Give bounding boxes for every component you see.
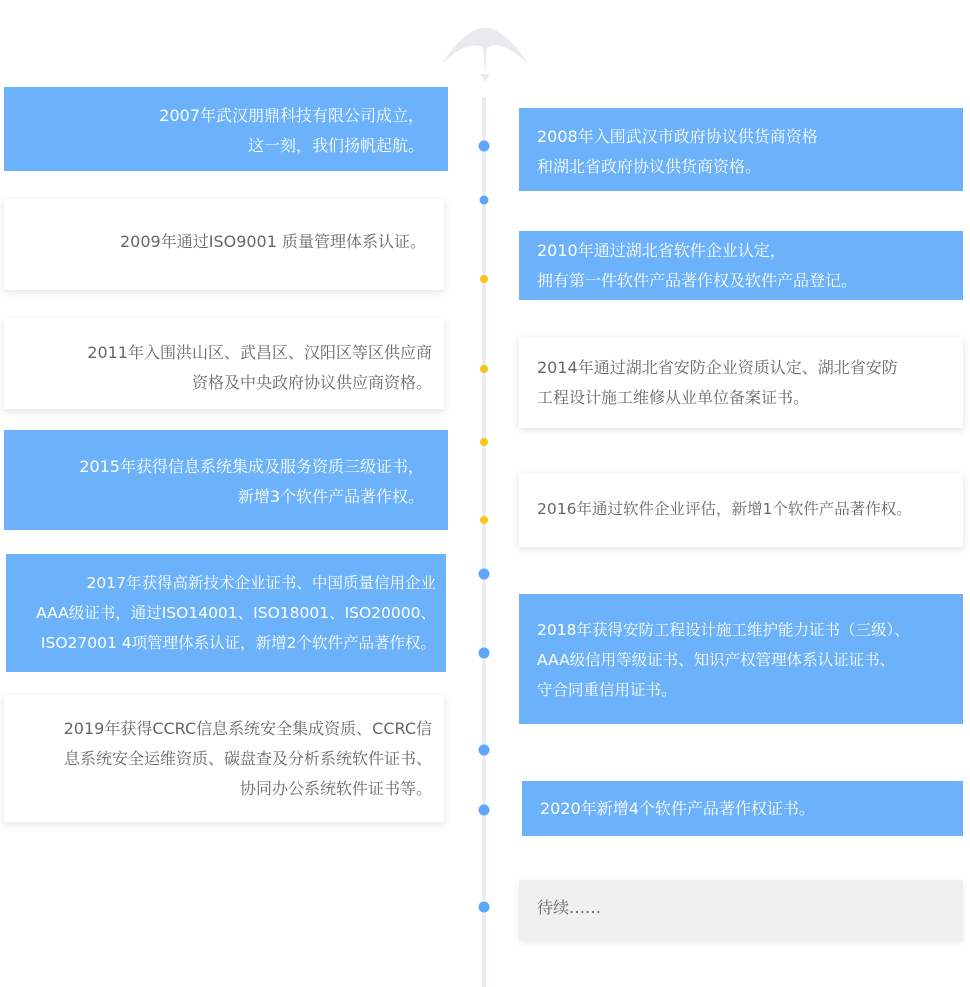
timeline-card-2015 — [4, 430, 448, 530]
card-line: 待续…… — [537, 898, 602, 917]
timeline-dot — [479, 141, 490, 152]
card-line: ISO27001 4项管理体系认证，新增2个软件产品著作权。 — [40, 634, 436, 652]
timeline-card-2009 — [4, 199, 444, 290]
card-line: 守合同重信用证书。 — [537, 681, 677, 699]
timeline-card-2020 — [522, 781, 963, 836]
timeline-dot — [479, 902, 490, 913]
card-line: 2009年通过ISO9001 质量管理体系认证。 — [120, 232, 426, 251]
timeline-dot — [480, 275, 488, 283]
card-line: AAA级证书，通过ISO14001、ISO18001、ISO20000、 — [36, 604, 436, 622]
card-line: 拥有第一件软件产品著作权及软件产品登记。 — [537, 271, 858, 290]
timeline-card-2016 — [519, 473, 963, 547]
timeline-dot — [480, 516, 488, 524]
timeline-dot — [480, 365, 488, 373]
timeline-line — [482, 97, 486, 987]
card-line: 2019年获得CCRC信息系统安全集成资质、CCRC信 — [63, 719, 432, 738]
card-line: 2014年通过湖北省安防企业资质认定、湖北省安防 — [537, 358, 898, 377]
card-line: 2007年武汉朋鼎科技有限公司成立， — [159, 106, 424, 125]
card-line: 2015年获得信息系统集成及服务资质三级证书， — [79, 457, 424, 476]
timeline-dot — [479, 805, 490, 816]
card-line: 新增3个软件产品著作权。 — [237, 487, 424, 506]
card-line: 息系统安全运维资质、碳盘查及分析系统软件证书、 — [63, 749, 432, 768]
timeline-card-2014 — [519, 337, 963, 428]
card-line: 2010年通过湖北省软件企业认定， — [537, 241, 786, 260]
card-line: 这一刻，我们扬帆起航。 — [247, 136, 424, 155]
timeline-dot — [480, 438, 488, 446]
timeline-dot — [479, 569, 490, 580]
card-line: 协同办公系统软件证书等。 — [239, 779, 432, 798]
timeline-card-tbc — [519, 880, 963, 941]
bird-icon — [440, 24, 530, 82]
timeline-card-2018 — [519, 594, 963, 724]
timeline-card-2019 — [4, 695, 444, 822]
timeline-dot — [479, 648, 490, 659]
timeline-card-2008 — [519, 108, 963, 191]
card-line: 2017年获得高新技术企业证书、中国质量信用企业 — [86, 574, 436, 592]
card-line: 2020年新增4个软件产品著作权证书。 — [540, 799, 815, 818]
card-line: 2018年获得安防工程设计施工维护能力证书（三级）、 — [537, 621, 910, 639]
timeline-dot — [479, 745, 490, 756]
timeline-card-2017 — [6, 554, 446, 672]
timeline-card-2007 — [4, 87, 448, 171]
timeline-dot — [480, 196, 489, 205]
card-line: 资格及中央政府协议供应商资格。 — [191, 373, 432, 392]
card-line: 和湖北省政府协议供货商资格。 — [537, 157, 762, 176]
card-line: 2011年入围洪山区、武昌区、汉阳区等区供应商 — [87, 343, 432, 362]
card-line: AAA级信用等级证书、知识产权管理体系认证证书、 — [537, 651, 896, 669]
timeline-card-2011 — [4, 318, 444, 409]
timeline-card-2010 — [519, 231, 963, 300]
card-line: 2016年通过软件企业评估，新增1个软件产品著作权。 — [537, 500, 912, 518]
card-line: 工程设计施工维修从业单位备案证书。 — [537, 388, 810, 407]
card-line: 2008年入围武汉市政府协议供货商资格 — [537, 127, 818, 146]
